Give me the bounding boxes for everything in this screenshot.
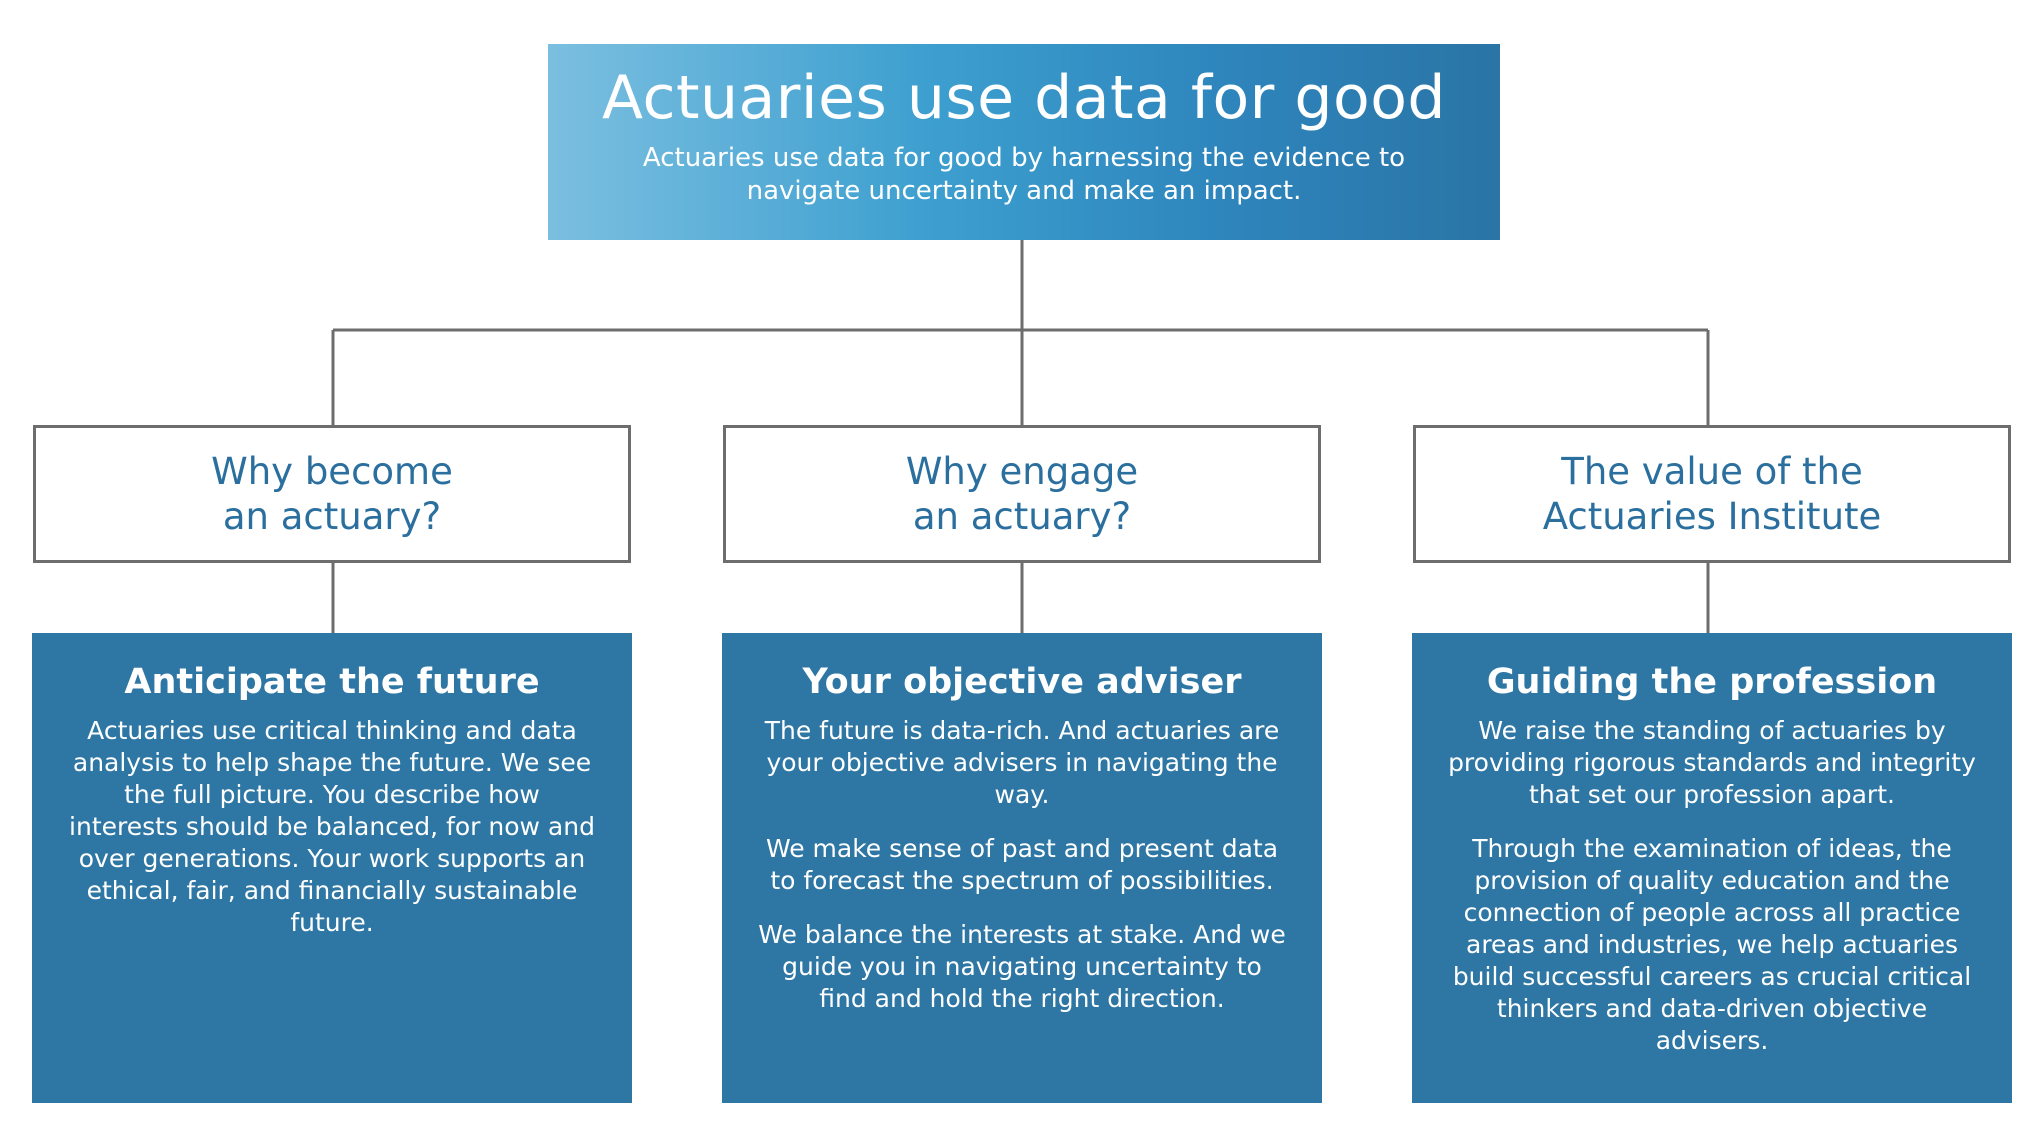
root-title: Actuaries use data for good [601, 63, 1447, 133]
node-why-become [33, 425, 631, 563]
detail-guiding-profession [1412, 633, 2012, 1103]
detail-anticipate-future-heading: Anticipate the future [124, 662, 540, 702]
detail-objective-adviser-heading: Your objective adviser [802, 662, 1242, 702]
node-why-become-label: Why become an actuary? [211, 450, 453, 538]
root-subtitle: Actuaries use data for good by harnessing the evidence to navigate uncertainty and make an impact. [642, 143, 1406, 206]
detail-objective-adviser-paragraph-2: We make sense of past and present data to forecast the spectrum of possibilities. [765, 834, 1279, 895]
node-value-institute-label: The value of the Actuaries Institute [1542, 450, 1882, 538]
detail-guiding-profession-paragraph-2: Through the examination of ideas, the provision of quality education and the connection of people across all practice areas and industries, we help actuaries build successful careers as crucial critical thinkers and data-driven objective advisers. [1452, 834, 1972, 1055]
detail-guiding-profession-paragraph-1: We raise the standing of actuaries by providing rigorous standards and integrity that set our profession apart. [1448, 716, 1976, 809]
root-node [548, 44, 1500, 240]
node-why-engage-label: Why engage an actuary? [905, 450, 1139, 538]
detail-objective-adviser [722, 633, 1322, 1103]
node-why-engage [723, 425, 1321, 563]
detail-anticipate-future-paragraph: Actuaries use critical thinking and data analysis to help shape the future. We see the full picture. You describe how interests should be balanced, for now and over generations. Your work supports an ethical, fair, and financially sustainable future. [69, 716, 595, 937]
node-value-institute [1413, 425, 2011, 563]
detail-anticipate-future [32, 633, 632, 1103]
detail-objective-adviser-paragraph-3: We balance the interests at stake. And we guide you in navigating uncertainty to find and hold the right direction. [758, 920, 1286, 1013]
detail-objective-adviser-paragraph-1: The future is data-rich. And actuaries are your objective advisers in navigating the way. [764, 716, 1280, 809]
detail-guiding-profession-heading: Guiding the profession [1486, 662, 1938, 702]
